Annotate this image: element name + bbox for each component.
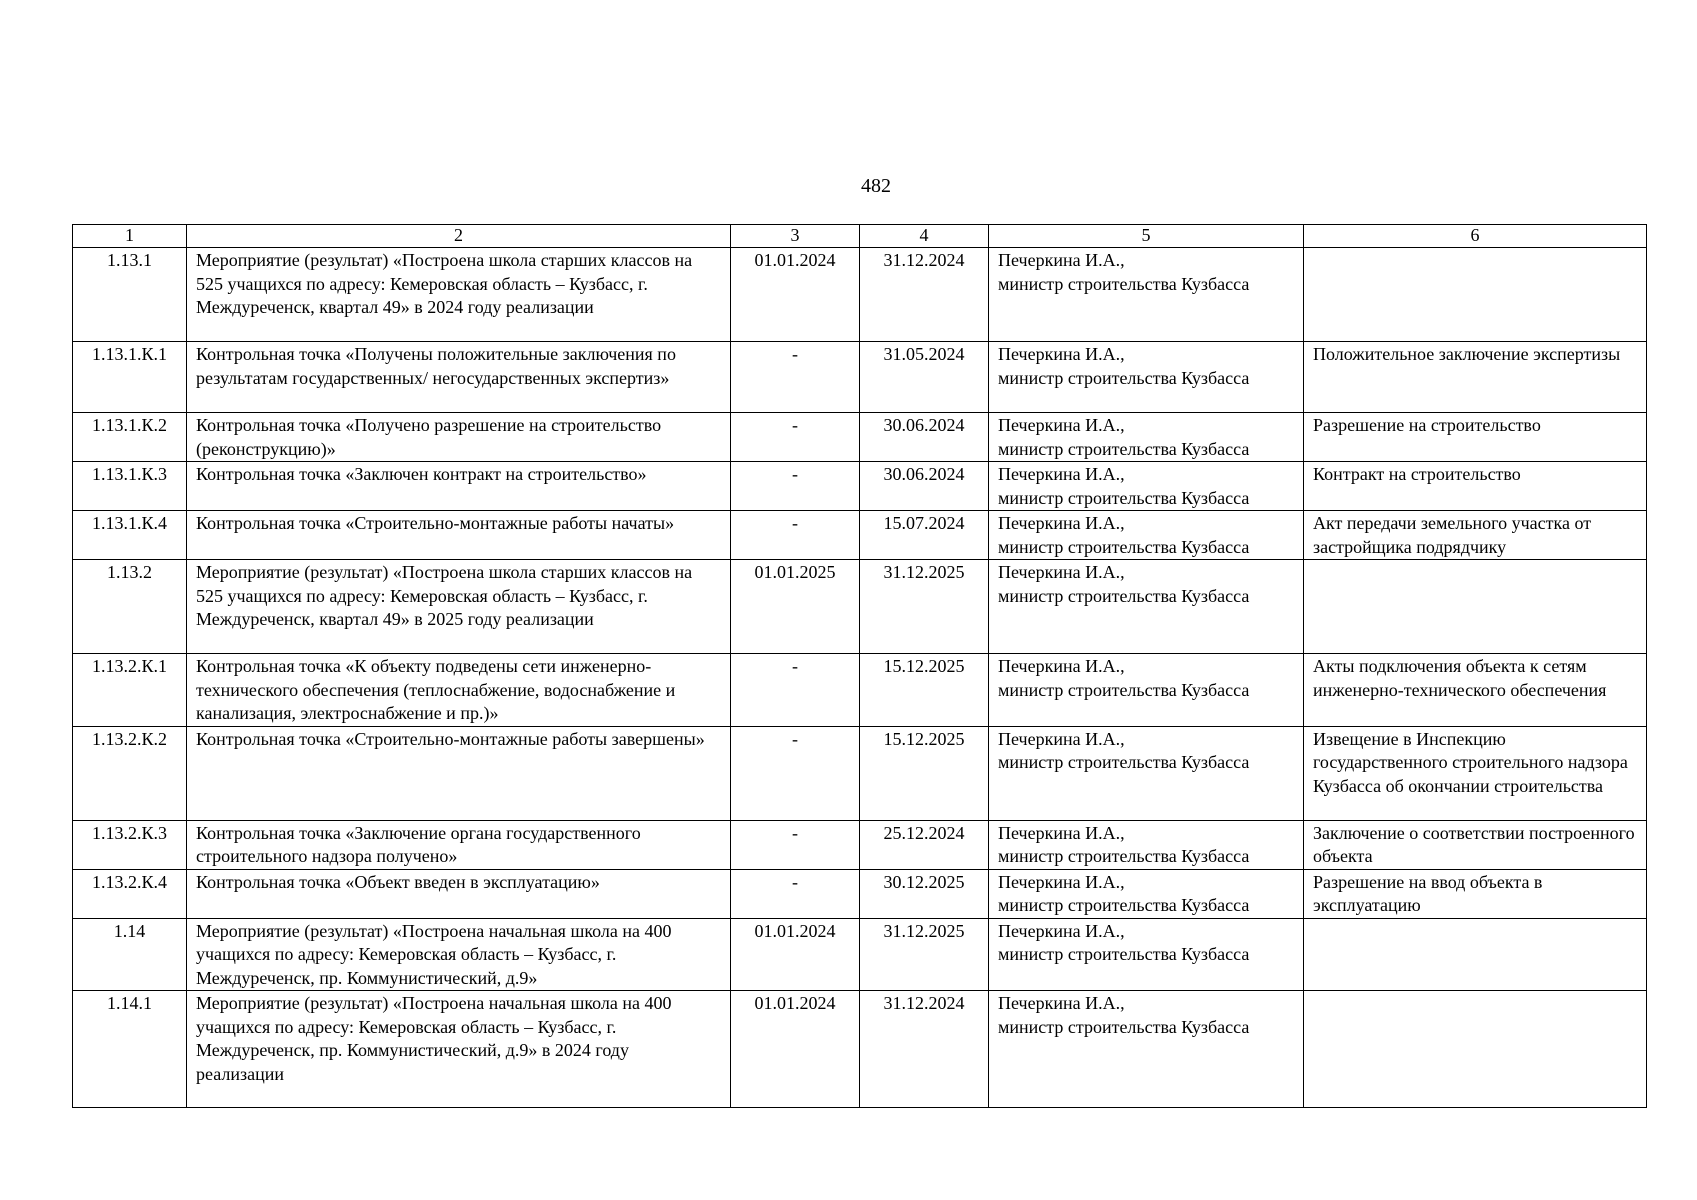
table-header — [73, 225, 1647, 248]
responsible-title: министр строительства Кузбасса — [998, 273, 1250, 294]
row-number: 1.13.2.К.2 — [73, 726, 187, 820]
table-row — [73, 560, 1647, 654]
table-row — [73, 511, 1647, 560]
row-document: Акт передачи земельного участка от застройщика подрядчику — [1304, 511, 1647, 560]
row-description: Мероприятие (результат) «Построена начальная школа на 400 учащихся по адресу: Кемеровская область – Кузбасс, г. Междуреченск, пр. Коммунистический, д.9» в 2024 году реализации — [187, 991, 731, 1108]
responsible-name: Печеркина И.А., — [998, 562, 1125, 582]
responsible-title: министр строительства Кузбасса — [998, 1016, 1250, 1037]
column-header: 5 — [989, 225, 1304, 248]
row-description: Контрольная точка «Заключение органа государственного строительного надзора получено» — [187, 820, 731, 869]
table-body — [73, 248, 1647, 1108]
row-number: 1.13.1.К.3 — [73, 462, 187, 511]
row-document — [1304, 248, 1647, 342]
responsible-name: Печеркина И.А., — [998, 344, 1125, 364]
row-number: 1.13.2.К.4 — [73, 869, 187, 918]
row-responsible — [989, 991, 1304, 1108]
responsible-name: Печеркина И.А., — [998, 822, 1125, 843]
table-row — [73, 654, 1647, 727]
row-document: Акты подключения объекта к сетям инженерно-технического обеспечения — [1304, 654, 1647, 727]
row-number: 1.14 — [73, 918, 187, 991]
row-responsible — [989, 462, 1304, 511]
row-document: Положительное заключение экспертизы — [1304, 342, 1647, 413]
responsible-title: министр строительства Кузбасса — [998, 679, 1250, 700]
column-header: 4 — [860, 225, 989, 248]
plan-table — [72, 224, 1647, 1108]
responsible-title: министр строительства Кузбасса — [998, 752, 1250, 772]
row-end-date: 15.07.2024 — [860, 511, 989, 560]
table-row — [73, 248, 1647, 342]
row-document: Извещение в Инспекцию государственного строительного надзора Кузбасса об окончании строительства — [1304, 726, 1647, 820]
column-header: 1 — [73, 225, 187, 248]
row-description: Контрольная точка «Строительно-монтажные работы завершены» — [187, 726, 731, 820]
responsible-title: министр строительства Кузбасса — [998, 367, 1250, 388]
row-start-date: - — [731, 413, 860, 462]
header-row — [73, 225, 1647, 248]
row-start-date: - — [731, 820, 860, 869]
row-description: Контрольная точка «Получено разрешение на строительство (реконструкцию)» — [187, 413, 731, 462]
row-number: 1.13.2 — [73, 560, 187, 654]
row-end-date: 31.12.2025 — [860, 560, 989, 654]
row-end-date: 25.12.2024 — [860, 820, 989, 869]
table-row — [73, 869, 1647, 918]
table-row — [73, 413, 1647, 462]
row-responsible — [989, 560, 1304, 654]
row-document: Разрешение на строительство — [1304, 413, 1647, 462]
row-description: Мероприятие (результат) «Построена школа старших классов на 525 учащихся по адресу: Кемеровская область – Кузбасс, г. Междуреченск, квартал 49» в 2025 году реализации — [187, 560, 731, 654]
row-description: Контрольная точка «Получены положительные заключения по результатам государственных/ негосударственных экспертиз» — [187, 342, 731, 413]
row-responsible — [989, 869, 1304, 918]
responsible-name: Печеркина И.А., — [998, 464, 1125, 484]
row-start-date: - — [731, 869, 860, 918]
row-responsible — [989, 413, 1304, 462]
column-header: 3 — [731, 225, 860, 248]
row-responsible — [989, 511, 1304, 560]
responsible-title: министр строительства Кузбасса — [998, 944, 1250, 964]
row-document — [1304, 991, 1647, 1108]
row-end-date: 15.12.2025 — [860, 726, 989, 820]
row-number: 1.13.2.К.1 — [73, 654, 187, 727]
table-row — [73, 820, 1647, 869]
row-description: Контрольная точка «Строительно-монтажные работы начаты» — [187, 511, 731, 560]
row-end-date: 31.12.2024 — [860, 248, 989, 342]
responsible-title: министр строительства Кузбасса — [998, 895, 1250, 915]
row-responsible — [989, 918, 1304, 991]
responsible-title: министр строительства Кузбасса — [998, 438, 1250, 459]
row-document: Разрешение на ввод объекта в эксплуатацию — [1304, 869, 1647, 918]
row-number: 1.13.1.К.2 — [73, 413, 187, 462]
row-description: Мероприятие (результат) «Построена начальная школа на 400 учащихся по адресу: Кемеровская область – Кузбасс, г. Междуреченск, пр. Коммунистический, д.9» — [187, 918, 731, 991]
row-number: 1.13.1 — [73, 248, 187, 342]
row-end-date: 31.12.2024 — [860, 991, 989, 1108]
row-start-date: 01.01.2024 — [731, 918, 860, 991]
row-end-date: 30.06.2024 — [860, 462, 989, 511]
table-row — [73, 918, 1647, 991]
row-start-date: - — [731, 462, 860, 511]
row-start-date: - — [731, 726, 860, 820]
row-number: 1.13.1.К.4 — [73, 511, 187, 560]
table-row — [73, 726, 1647, 820]
row-document — [1304, 560, 1647, 654]
responsible-name: Печеркина И.А., — [998, 513, 1125, 533]
responsible-name: Печеркина И.А., — [998, 415, 1125, 435]
row-end-date: 15.12.2025 — [860, 654, 989, 727]
row-number: 1.13.1.К.1 — [73, 342, 187, 413]
responsible-name: Печеркина И.А., — [998, 728, 1125, 749]
row-description: Мероприятие (результат) «Построена школа старших классов на 525 учащихся по адресу: Кемеровская область – Кузбасс, г. Междуреченск, квартал 49» в 2024 году реализации — [187, 248, 731, 342]
table-row — [73, 342, 1647, 413]
row-number: 1.13.2.К.3 — [73, 820, 187, 869]
row-start-date: 01.01.2024 — [731, 248, 860, 342]
row-start-date: - — [731, 342, 860, 413]
row-responsible — [989, 726, 1304, 820]
responsible-name: Печеркина И.А., — [998, 871, 1125, 892]
row-document: Заключение о соответствии построенного объекта — [1304, 820, 1647, 869]
row-document — [1304, 918, 1647, 991]
row-responsible — [989, 248, 1304, 342]
responsible-name: Печеркина И.А., — [998, 250, 1125, 270]
responsible-title: министр строительства Кузбасса — [998, 536, 1250, 557]
column-header: 2 — [187, 225, 731, 248]
row-start-date: - — [731, 511, 860, 560]
row-description: Контрольная точка «К объекту подведены сети инженерно-технического обеспечения (теплоснабжение, водоснабжение и канализация, электроснабжение и пр.)» — [187, 654, 731, 727]
row-document: Контракт на строительство — [1304, 462, 1647, 511]
responsible-title: министр строительства Кузбасса — [998, 487, 1250, 508]
responsible-name: Печеркина И.А., — [998, 993, 1125, 1013]
row-start-date: 01.01.2025 — [731, 560, 860, 654]
table-row — [73, 991, 1647, 1108]
responsible-title: министр строительства Кузбасса — [998, 585, 1250, 606]
row-end-date: 30.06.2024 — [860, 413, 989, 462]
row-description: Контрольная точка «Заключен контракт на строительство» — [187, 462, 731, 511]
row-end-date: 30.12.2025 — [860, 869, 989, 918]
table-row — [73, 462, 1647, 511]
column-header: 6 — [1304, 225, 1647, 248]
row-end-date: 31.12.2025 — [860, 918, 989, 991]
responsible-name: Печеркина И.А., — [998, 920, 1125, 941]
row-responsible — [989, 654, 1304, 727]
page-number: 482 — [861, 175, 891, 197]
row-end-date: 31.05.2024 — [860, 342, 989, 413]
responsible-title: министр строительства Кузбасса — [998, 846, 1250, 866]
row-responsible — [989, 342, 1304, 413]
row-number: 1.14.1 — [73, 991, 187, 1108]
row-responsible — [989, 820, 1304, 869]
row-start-date: 01.01.2024 — [731, 991, 860, 1108]
row-start-date: - — [731, 654, 860, 727]
responsible-name: Печеркина И.А., — [998, 656, 1125, 676]
row-description: Контрольная точка «Объект введен в эксплуатацию» — [187, 869, 731, 918]
